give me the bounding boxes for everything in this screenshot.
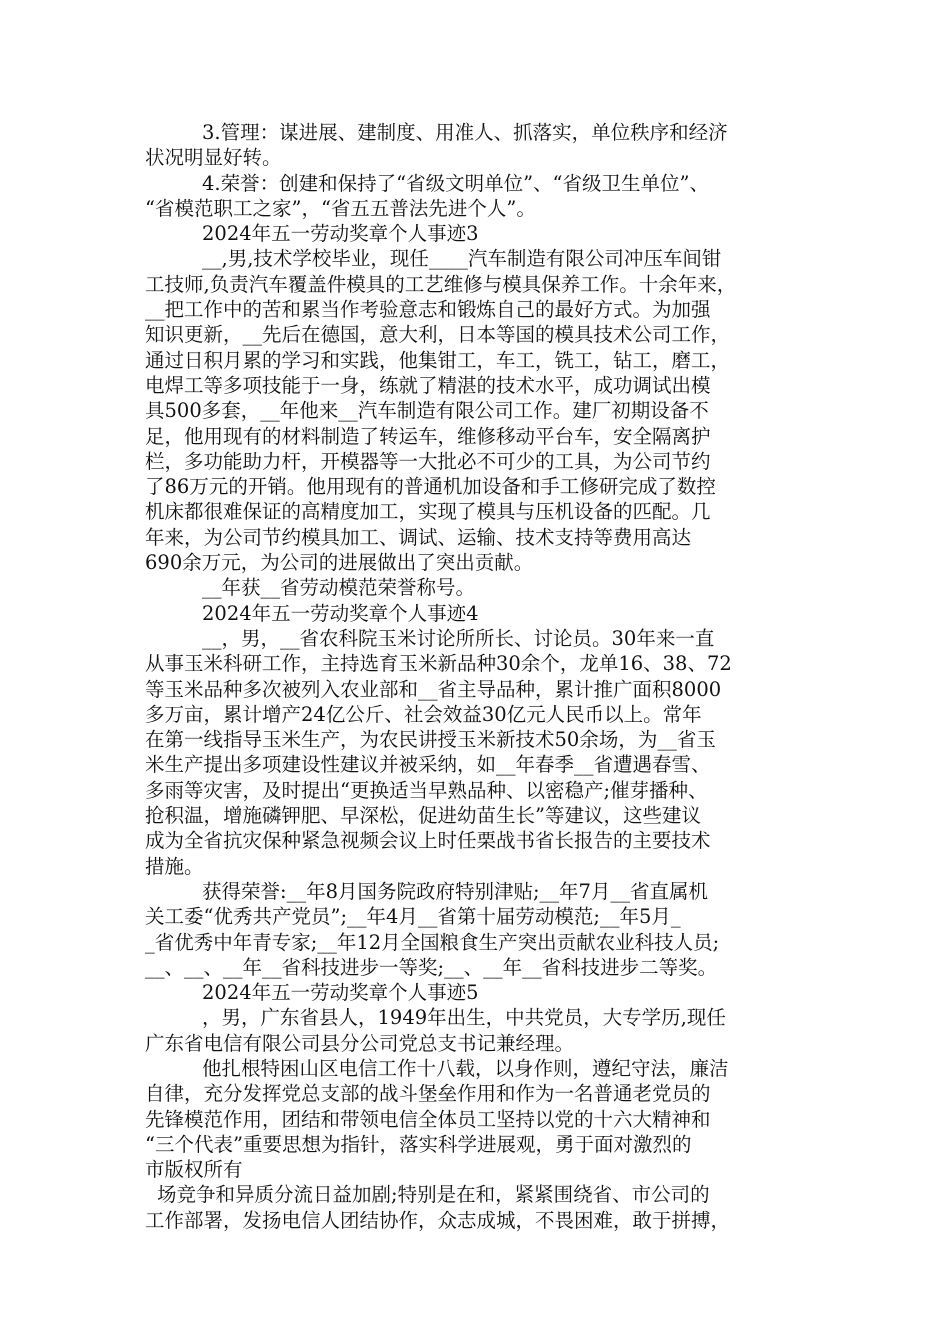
body-line: 年来，为公司节约模具加工、调试、运输、技术支持等费用高达 [145,525,692,549]
body-line: 工技师,负责汽车覆盖件模具的工艺维修与模具保养工作。十余年来， [145,272,737,296]
body-line: 关工委“优秀共产党员”;__年4月__省第十届劳动模范;__年5月_ [145,905,681,929]
body-line: __、__、__年__省科技进步一等奖;__、__年__省科技进步二等奖。 [145,955,718,979]
body-line: 在第一线指导玉米生产，为农民讲授玉米新技术50余场，为__省玉 [145,728,716,752]
body-line: 具500多套，__年他来__汽车制造有限公司工作。建厂初期设备不 [145,399,709,423]
body-line: “三个代表”重要思想为指针，落实科学进展观，勇于面对激烈的 [145,1132,692,1156]
body-line: 足，他用现有的材料制造了转运车，维修移动平台车，安全隔离护 [145,424,711,448]
body-line: 市版权所有 [145,1158,243,1182]
body-line: 3.管理：谋进展、建制度、用准人、抓落实，单位秩序和经济 [202,121,728,144]
body-line: 了86万元的开销。他用现有的普通机加设备和手工修研完成了数控 [145,475,716,499]
body-line: ，男，广东省县人，1949年出生，中共党员，大专学历,现任 [202,1006,726,1030]
body-line: 知识更新，__先后在德国，意大利，日本等国的模具技术公司工作， [145,323,731,347]
body-line: 等玉米品种多次被列入农业部和__省主导品种，累计推广面积8000 [145,677,722,701]
body-line: 多万亩，累计增产24亿公斤、社会效益30亿元人民币以上。常年 [145,702,702,726]
body-line: 措施。 [145,854,204,878]
body-line: 栏，多功能助力杆，开模器等一大批必不可少的工具，为公司节约 [145,449,711,473]
body-line: 690余万元，为公司的进展做出了突出贡献。 [145,551,534,575]
body-line: __，男，__省农科院玉米讨论所所长、讨论员。30年来一直 [202,626,715,650]
document-page [145,120,825,1233]
body-line: 4.荣誉：创建和保持了“省级文明单位”、“省级卫生单位”、 [202,171,709,195]
body-line: 先锋模范作用，团结和带领电信全体员工坚持以党的十六大精神和 [145,1107,711,1131]
body-line: __把工作中的苦和累当作考验意志和锻炼自己的最好方式。为加强 [145,298,711,322]
body-line: _省优秀中年青专家;__年12月全国粮食生产突出贡献农业科技人员; [145,930,720,954]
section-heading: 2024年五一劳动奖章个人事迹4 [202,601,479,625]
body-line: __年获__省劳动模范荣誉称号。 [202,576,476,600]
body-line: 机床都很难保证的高精度加工，实现了模具与压机设备的匹配。几 [145,500,711,524]
body-line: 状况明显好转。 [145,146,282,170]
body-line: 从事玉米科研工作，主持选育玉米新品种30余个，龙单16、38、72 [145,652,732,676]
body-line: 工作部署，发扬电信人团结协作，众志成城，不畏困难，敢于拼搏， [145,1208,731,1232]
body-line: 成为全省抗灾保种紧急视频会议上时任栗战书省长报告的主要技术 [145,829,711,853]
body-line: __,男,技术学校毕业，现任____汽车制造有限公司冲压车间钳 [202,247,722,271]
body-line: 广东省电信有限公司县分公司党总支书记兼经理。 [145,1031,575,1055]
body-line: 米生产提出多项建设性建议并被采纳，如__年春季__省遭遇春雪、 [145,753,711,777]
body-line: 获得荣誉:__年8月国务院政府特别津贴;__年7月__省直属机 [202,879,708,903]
body-line: 电焊工等多项技能于一身，练就了精湛的技术水平，成功调试出模 [145,373,711,397]
body-line: 自律，充分发挥党总支部的战斗堡垒作用和作为一名普通老党员的 [145,1082,711,1106]
body-line: 抢积温，增施磷钾肥、早深松，促进幼苗生长”等建议，这些建议 [145,804,701,828]
body-line: 多雨等灾害，及时提出“更换适当早熟品种、以密稳产;催芽播种、 [145,778,708,802]
section-heading: 2024年五一劳动奖章个人事迹5 [202,981,479,1005]
body-line: 场竞争和异质分流日益加剧;特别是在和，紧紧围绕省、市公司的 [157,1183,710,1207]
section-heading: 2024年五一劳动奖章个人事迹3 [202,222,479,246]
body-line: 他扎根特困山区电信工作十八载，以身作则，遵纪守法，廉洁 [202,1056,729,1080]
body-line: 通过日积月累的学习和实践，他集钳工，车工，铣工，钻工，磨工， [145,348,731,372]
body-line: “省模范职工之家”，“省五五普法先进个人”。 [145,196,536,220]
